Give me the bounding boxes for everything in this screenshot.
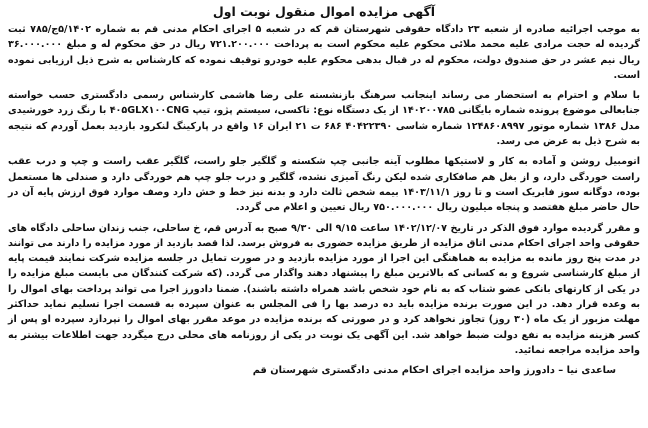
signature: ساعدی نیا – دادورز واحد مزایده اجرای احکام مدنی دادگستری شهرستان قم	[252, 365, 616, 377]
paragraph-vehicle-condition: اتومبیل روشن و آماده به کار و لاستیکها مطلوب آینه جانبی چپ شکسته و گلگیر جلو راست، گلگیر عقب راست و چپ و درب عقب راست خوردگی دارد، و از بغل هم صافکاری شده لیکن رنگ آمیزی نشده، گلگیر و درب جلو چپ هم خوردگی دارد و صندلی ها مستعمل بوده، دوگانه سوز فابریک است و تا روز ۱۴۰۳/۱۱/۱ بیمه شخص ثالث دارد و بدنه نیز خط و خش دارد وصف موارد فوق ارزش پایه آن در حال حاضر مبلغ هفتصد و پنجاه میلیون ریال ۷۵۰.۰۰۰.۰۰۰ ریال تعیین و اعلام می گردد.	[8, 156, 640, 214]
notice-title: آگهی مزایده اموال منقول نوبت اول	[212, 4, 436, 19]
paragraph-auction-terms: و مقرر گردیده موارد فوق الذکر در تاریخ ۱۴۰۲/۱۲/۰۷ ساعت ۹/۱۵ الی ۹/۳۰ صبح به آدرس قم، خ ساحلی، جنب زندان ساحلی دادگاه های حقوقی واحد اجرای احکام مدنی اتاق مزایده از طریق مزایده حضوری به فروش برسد. لذا قصد بازدید از مورد مزایده را دارند می توانند در مدت پنج روز مانده به مزایده به هماهنگی این اجرا از مورد مزایده بازدید و در صورت تمایل در جلسه مزایده شرکت نمایند قیمت پایه از مبلغ کارشناسی شروع و به کسانی که بالاترین مبلغ را پیشنهاد دهند واگذار می گردد. (که شرکت کنندگان می بایست مبلغ مزایده را در یکی از کارتهای بانکی عضو شتاب که به نام خود شخص باشد همراه داشته باشند). ضمنا دادورز اجرا می تواند پرداخت بهای اموال را به وعده قرار دهد. در این صورت برنده مزایده باید ده درصد بها را فی المجلس به عنوان سپرده به قسمت اجرا تسلیم نماید حداکثر مهلت مزبور از یک ماه (۳۰ روز) تجاوز نخواهد کرد و در صورتی که برنده مزایده در موعد مقرر بهای اموال را نپردازد سپرده او پس از کسر هزینه مزایده به نفع دولت ضبط خواهد شد. این آگهی یک نوبت در یکی از روزنامه های محلی درج میگردد جهت اطلاعات بیشتر به واحد مزایده مراجعه نمائید.	[8, 222, 640, 356]
paragraph-execution: به موجب اجرائیه صادره از شعبه ۲۳ دادگاه حقوقی شهرستان قم که در شعبه ۵ اجرای احکام مدنی قم به شماره ۵/۱۴۰۲ج/۷۸۵ ثبت گردیده له حجت مرادی علیه محمد ملائی محکوم علیه محکوم است به پرداخت ۷۲۱.۲۰۰.۰۰۰ ریال در حق محکوم له و مبلغ ۳۶.۰۰۰.۰۰۰ ریال نیم عشر در حق صندوق دولت، محکوم له در قبال بدهی محکوم علیه خودرو توقیف نموده که کارشناس به شرح ذیل ارزیابی نموده است.	[8, 24, 641, 81]
paragraph-expert-report: با سلام و احترام به استحضار می رساند اینجانب سرهنگ بازنشسته علی رضا هاشمی کارشناس رسمی دادگستری حسب خواسته جنابعالی موضوع پرونده شماره بایگانی ۱۴۰۲۰۰۷۸۵ از یک دستگاه نوع: تاکسی، سیستم پژو، تیپ ۴۰۵GLX۱۰۰CNG با رنگ زرد خورشیدی مدل ۱۳۸۶ شماره موتور ۱۲۴۸۶۰۸۹۹۷ شماره شاسی ۴۰۴۲۲۳۹۰ ۶۸۶ ت ۲۱ ایران ۱۶ واقع در پارکینگ لنکرود بازدید بعمل آوردم که نتیجه به شرح ذیل به عرض می رسد.	[8, 90, 641, 148]
